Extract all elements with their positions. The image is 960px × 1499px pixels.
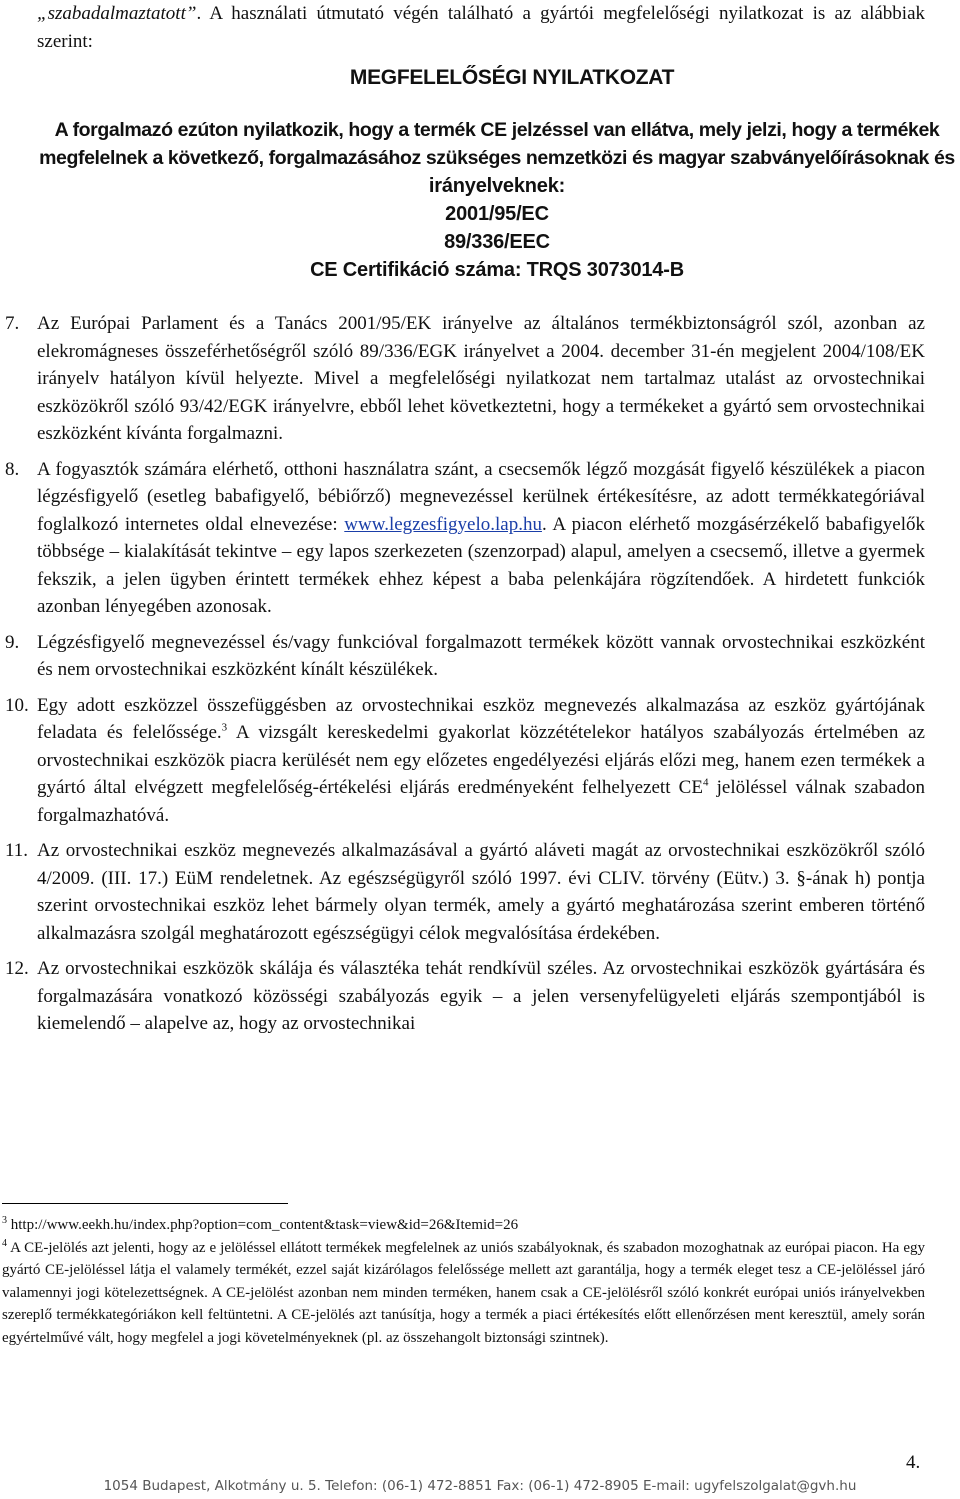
footnote-number: 3 <box>2 1215 7 1226</box>
declaration-line: megfelelnek a következő, forgalmazásához szükséges nemzetközi és magyar szabványelőírásoknak és <box>39 147 955 169</box>
paragraph-text: Az Európai Parlament és a Tanács 2001/95/EK irányelve az általános termékbiztonságról szól, azonban az elekromágneses összeférhetőségről szóló 89/336/EGK irányelvet a 2004. december 31-én megjelent 2004/108/EK irányelv hatályon kívül helyezte. Mivel a megfelelőségi nyilatkozat nem tartalmaz utalást az orvostechnikai eszközökről szóló 93/42/EGK irányelvre, ebből lehet következtetni, hogy a termékeket a gyártó sem orvostechnikai eszközként kívánta forgalmazni. <box>37 313 925 444</box>
paragraph-number: 10. <box>5 694 29 716</box>
paragraph-11 <box>0 837 925 947</box>
intro-italic: „szabadalmaztatott” <box>37 3 197 24</box>
paragraph-text-part: jelöléssel válnak szabadon forgalmazhatóvá. <box>37 777 925 826</box>
paragraph-number: 9. <box>5 631 20 653</box>
declaration-line: A forgalmazó ezúton nyilatkozik, hogy a termék CE jelzéssel van ellátva, mely jelzi, hogy a termékek <box>54 119 940 141</box>
footnote-separator <box>2 1203 288 1204</box>
intro-paragraph <box>37 0 925 56</box>
declaration-body <box>37 116 957 284</box>
page-footer: 1054 Budapest, Alkotmány u. 5. Telefon: (06-1) 472-8851 Fax: (06-1) 472-8905 E-mail: ugyfelszolgalat@gvh.hu <box>103 1478 857 1494</box>
paragraph-8 <box>0 456 925 621</box>
declaration-line: 2001/95/EC <box>445 203 549 225</box>
paragraph-10 <box>0 692 925 830</box>
footnote-text: A CE-jelölés azt jelenti, hogy az e jelöléssel ellátott termékek megfelelnek az uniós szabályoknak, és szabadon mozoghatnak az európai piacon. Ha egy gyártó CE-jelöléssel látja el valamely termékét, ezzel saját kizárólagos felelőssége mellett azt garantálja, hogy a termék eleget tesz a CE-jelöléssel járó valamennyi jogi kötelezettségnek. A CE-jelölést azonban nem minden terméken, hanem csak a CE-jelölésről szóló konkrét európai uniós irányelvekben szereplő termékkategóriákon kell feltüntetni. A CE-jelölés azt tanúsítja, hogy a termék a piaci értékesítés előtt ellenőrzésen ment keresztül, amely során egyértelművé vált, hogy megfelel a jogi követelményeknek (pl. az összehangolt biztonsági szintnek). <box>2 1239 925 1346</box>
paragraph-7 <box>0 310 925 448</box>
declaration-title: MEGFELELŐSÉGI NYILATKOZAT <box>349 66 675 89</box>
paragraph-text-part: A vizsgált kereskedelmi gyakorlat közzétételekor hatályos szabályozás értelmében az orvostechnikai eszközök piacra kerülését nem egy előzetes engedélyezési eljárás előzi meg, hanem ezen termékek a gyártó által elvégzett megfelelőség-értékelési eljárás eredményeként felhelyezett CE <box>37 722 925 798</box>
paragraph-12 <box>0 955 925 1038</box>
paragraph-text: Légzésfigyelő megnevezéssel és/vagy funkcióval forgalmazott termékek között vannak orvostechnikai eszközként és nem orvostechnikai eszközként kínált készülékek. <box>37 631 925 680</box>
intro-text: . A használati útmutató végén található a gyártói megfelelőségi nyilatkozat is az alábbiak szerint: <box>37 3 925 52</box>
paragraph-text: Az orvostechnikai eszközök skálája és választéka tehát rendkívül széles. Az orvostechnikai eszközök gyártására és forgalmazására vonatkozó közösségi szabályozás egyik – a jelen versenyfelügyeleti eljárás szempontjából is kiemelendő – alapelve az, hogy az orvostechnikai <box>37 958 925 1034</box>
page-number: 4. <box>906 1452 921 1473</box>
declaration-line: irányelveknek: <box>428 175 566 197</box>
footnotes <box>2 1214 925 1349</box>
declaration-line: 89/336/EEC <box>444 231 550 253</box>
paragraph-number: 12. <box>5 958 29 979</box>
footnote-url[interactable]: http://www.eekh.hu/index.php?option=com_content&task=view&id=26&Itemid=26 <box>10 1217 519 1233</box>
footnote-3 <box>2 1214 925 1237</box>
paragraph-text <box>37 692 925 830</box>
paragraph-number: 11. <box>5 840 29 861</box>
footnote-4 <box>2 1237 925 1350</box>
legzesfigyelo-link[interactable]: www.legzesfigyelo.lap.hu <box>344 513 542 535</box>
paragraph-text-part: Egy adott eszközzel összefüggésben az orvostechnikai eszköz megnevezés alkalmazása az eszköz gyártójának feladata és felelőssége. <box>37 694 925 743</box>
paragraph-text-end: . A piacon elérhető mozgásérzékelő babafigyelők többsége – kialakítását tekintve – egy lapos szerkezeten (szenzorpad) alapul, amelyen a csecsemő, illetve a gyermek fekszik, a jelen ügyben érintett termékek ehhez képest a baba pelenkájára rögzítendőek. A hirdetett funkciók azonban lényegében azonosak. <box>37 513 926 617</box>
paragraph-text <box>37 456 925 621</box>
paragraph-9 <box>0 629 925 684</box>
paragraph-text-start: A fogyasztók számára elérhető, otthoni használatra szánt, a csecsemők légző mozgását figyelő készülékek a piacon légzésfigyelő (esetleg babafigyelő, bébiőrző) megnevezéssel kerülnek értékesítésre, az adott termékkategóriával foglalkozó internetes oldal elnevezése: <box>37 458 925 535</box>
conformity-declaration-image <box>37 66 957 284</box>
paragraph-number: 8. <box>5 458 20 480</box>
footnote-number: 4 <box>2 1237 7 1249</box>
declaration-line: CE Certifikáció száma: TRQS 3073014-B <box>310 259 684 281</box>
footnote-ref-4[interactable]: 4 <box>702 776 709 789</box>
paragraph-text: Az orvostechnikai eszköz megnevezés alkalmazásával a gyártó aláveti magát az orvostechnikai eszközökről szóló 4/2009. (III. 17.) EüM rendeletnek. Az egészségügyről szóló 1997. évi CLIV. törvény (Eütv.) 3. §-ának h) pontja szerint orvostechnikai eszköz lehet bármely olyan termék, amely a gyártó meghatározása szerint emberen történő alkalmazásra szolgál meghatározott egészségügyi célok megvalósítása érdekében. <box>37 840 925 944</box>
footnote-ref-3[interactable]: 3 <box>221 721 228 734</box>
paragraph-number: 7. <box>5 313 20 334</box>
numbered-paragraphs <box>0 310 960 1046</box>
